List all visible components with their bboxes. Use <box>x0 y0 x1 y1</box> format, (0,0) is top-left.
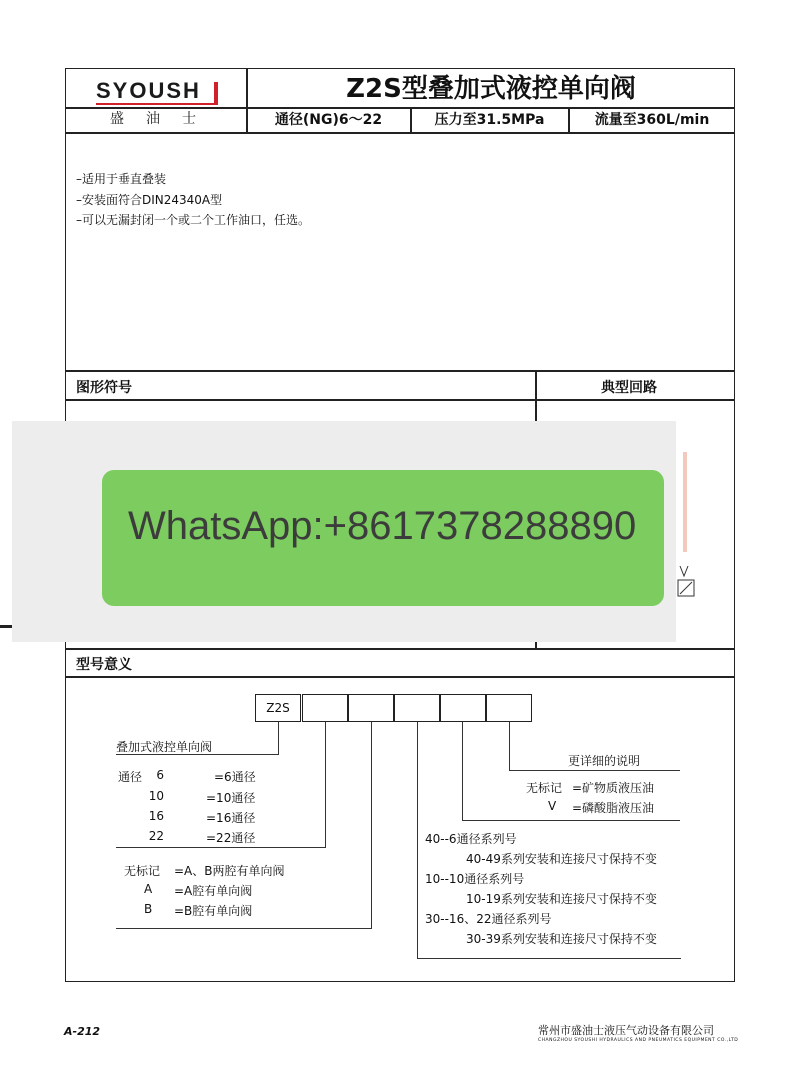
code-box-series <box>394 694 440 722</box>
size-meaning: =10通径 <box>206 791 256 805</box>
section-title-model: 型号意义 <box>76 657 132 673</box>
section-divider-top <box>65 370 735 372</box>
brand-logo-bar <box>214 82 218 104</box>
code-box-type <box>348 694 394 722</box>
section-title-symbol: 图形符号 <box>76 380 132 396</box>
size-code: 10 <box>148 789 164 803</box>
brand-logo-cn: 盛油士 <box>110 111 218 127</box>
leader-line <box>278 722 279 754</box>
model-divider-top <box>65 648 735 650</box>
section-divider-bottom <box>65 399 735 401</box>
size-code: 22 <box>148 829 164 843</box>
code-box-oil <box>440 694 486 722</box>
code-box-size <box>302 694 348 722</box>
detail-title: 更详细的说明 <box>568 754 641 768</box>
whatsapp-number[interactable]: WhatsApp:+8617378288890 <box>128 504 637 548</box>
company-name-cn: 常州市盛油士液压气动设备有限公司 <box>538 1024 714 1037</box>
leader-line <box>116 847 326 848</box>
leader-line <box>462 722 463 820</box>
leader-line <box>417 958 681 959</box>
leader-line <box>417 722 418 958</box>
series-line: 10-19系列安装和连接尺寸保持不变 <box>466 892 657 906</box>
leader-line <box>509 770 680 771</box>
leader-line <box>462 820 680 821</box>
size-meaning: =16通径 <box>206 811 256 825</box>
type-code: 无标记 <box>124 864 161 878</box>
size-code: 6 <box>156 768 164 782</box>
size-meaning: =6通径 <box>214 770 256 784</box>
type-meaning: =A、B两腔有单向阀 <box>174 864 285 878</box>
page-title: Z2S型叠加式液控单向阀 <box>346 74 636 104</box>
type-meaning: =A腔有单向阀 <box>174 884 253 898</box>
circuit-fragment <box>683 452 687 552</box>
code-box-prefix: Z2S <box>255 694 301 722</box>
spec-flow: 流量至360L/min <box>594 112 710 128</box>
spec-pressure: 压力至31.5MPa <box>434 112 545 128</box>
valve-symbol-fragment-icon <box>676 560 700 600</box>
code-box-detail <box>486 694 532 722</box>
type-code: A <box>144 882 153 896</box>
page-number: A-212 <box>64 1025 101 1038</box>
feature-item: –安装面符合DIN24340A型 <box>76 193 223 207</box>
section-title-circuit: 典型回路 <box>601 380 657 396</box>
leader-line <box>371 722 372 928</box>
size-label: 通径 <box>118 770 143 784</box>
oil-code: 无标记 <box>526 781 563 795</box>
series-line: 10--10通径系列号 <box>425 872 525 886</box>
leader-line <box>509 722 510 770</box>
company-name-en: CHANGZHOU SYOUSHI HYDRAULICS AND PNEUMATICS EQUIPMENT CO.,LTD <box>538 1038 739 1043</box>
oil-meaning: =矿物质液压油 <box>572 781 655 795</box>
leader-line <box>325 722 326 847</box>
leader-line <box>116 928 372 929</box>
type-meaning: =B腔有单向阀 <box>174 904 253 918</box>
brand-logo-text: SYOUSH <box>96 78 201 103</box>
size-code: 16 <box>148 809 164 823</box>
type-code: B <box>144 902 153 916</box>
model-divider-bottom <box>65 676 735 678</box>
feature-item: –可以无漏封闭一个或二个工作油口，任选。 <box>76 213 311 227</box>
oil-code: V <box>548 799 557 813</box>
series-line: 30--16、22通径系列号 <box>425 912 552 926</box>
size-meaning: =22通径 <box>206 831 256 845</box>
oil-meaning: =磷酸脂液压油 <box>572 801 655 815</box>
spec-divider <box>65 132 735 134</box>
series-line: 30-39系列安装和连接尺寸保持不变 <box>466 932 657 946</box>
spec-diameter: 通径(NG)6～22 <box>274 112 383 128</box>
model-name: 叠加式液控单向阀 <box>116 740 213 754</box>
series-line: 40--6通径系列号 <box>425 832 517 846</box>
brand-logo-underline <box>96 103 218 105</box>
feature-item: –适用于垂直叠装 <box>76 172 167 186</box>
series-line: 40-49系列安装和连接尺寸保持不变 <box>466 852 657 866</box>
